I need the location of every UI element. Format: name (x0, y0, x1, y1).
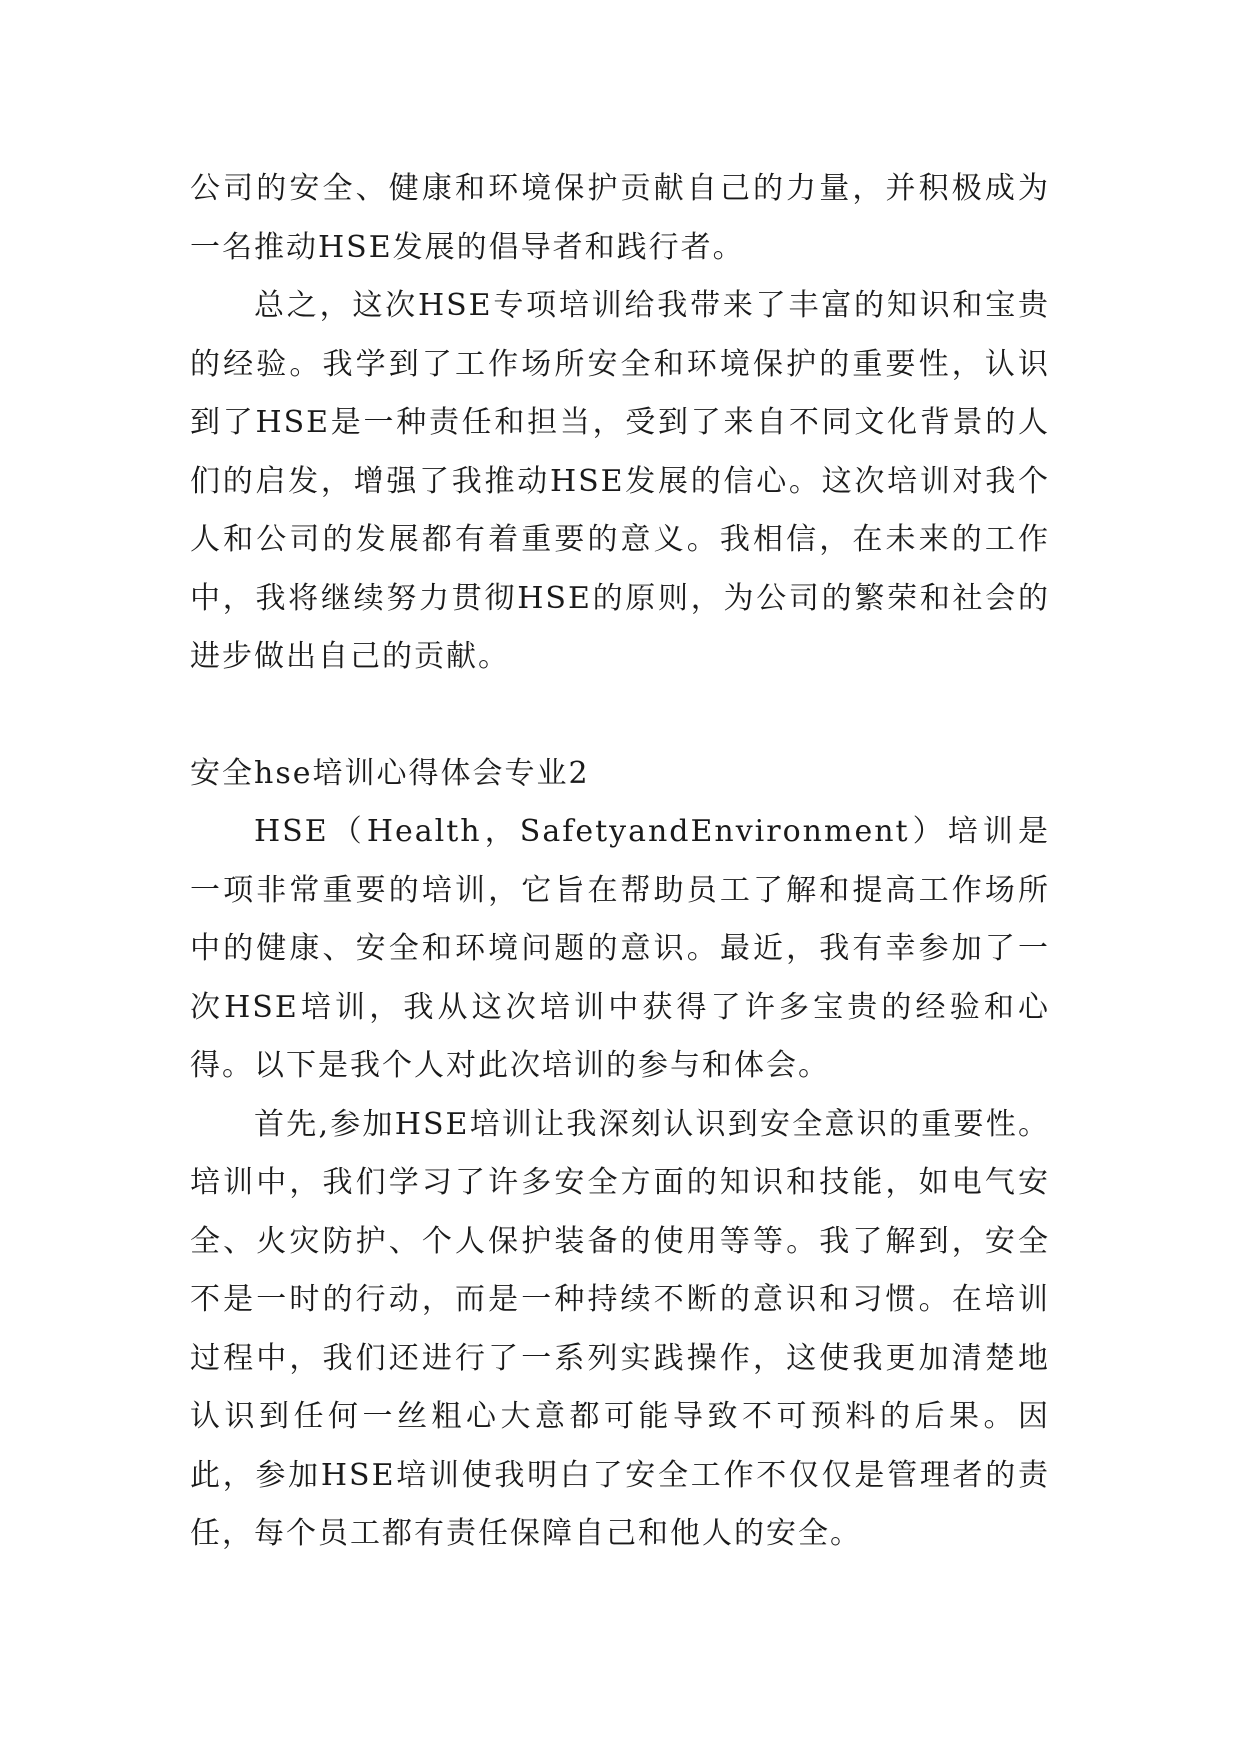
paragraph-summary: 总之，这次HSE专项培训给我带来了丰富的知识和宝贵的经验。我学到了工作场所安全和环境保护的重要性，认识到了HSE是一种责任和担当，受到了来自不同文化背景的人们的启发，增强了我推动HSE发展的信心。这次培训对我个人和公司的发展都有着重要的意义。我相信，在未来的工作中，我将继续努力贯彻HSE的原则，为公司的繁荣和社会的进步做出自己的贡献。 (190, 288, 1050, 674)
paragraph-continued: 公司的安全、健康和环境保护贡献自己的力量，并积极成为一名推动HSE发展的倡导者和践行者。 (190, 171, 1050, 265)
paragraph-first-point: 首先,参加HSE培训让我深刻认识到安全意识的重要性。培训中，我们学习了许多安全方面的知识和技能，如电气安全、火灾防护、个人保护装备的使用等等。我了解到，安全不是一时的行动，而是一种持续不断的意识和习惯。在培训过程中，我们还进行了一系列实践操作，这使我更加清楚地认识到任何一丝粗心大意都可能导致不可预料的后果。因此，参加HSE培训使我明白了安全工作不仅仅是管理者的责任，每个员工都有责任保障自己和他人的安全。 (190, 1106, 1050, 1551)
document-body (190, 160, 1050, 1564)
section-title: 安全hse培训心得体会专业2 (190, 755, 590, 791)
paragraph-intro: HSE（Health，SafetyandEnvironment）培训是一项非常重要的培训，它旨在帮助员工了解和提高工作场所中的健康、安全和环境问题的意识。最近，我有幸参加了一次HSE培训，我从这次培训中获得了许多宝贵的经验和心得。以下是我个人对此次培训的参与和体会。 (190, 814, 1050, 1083)
